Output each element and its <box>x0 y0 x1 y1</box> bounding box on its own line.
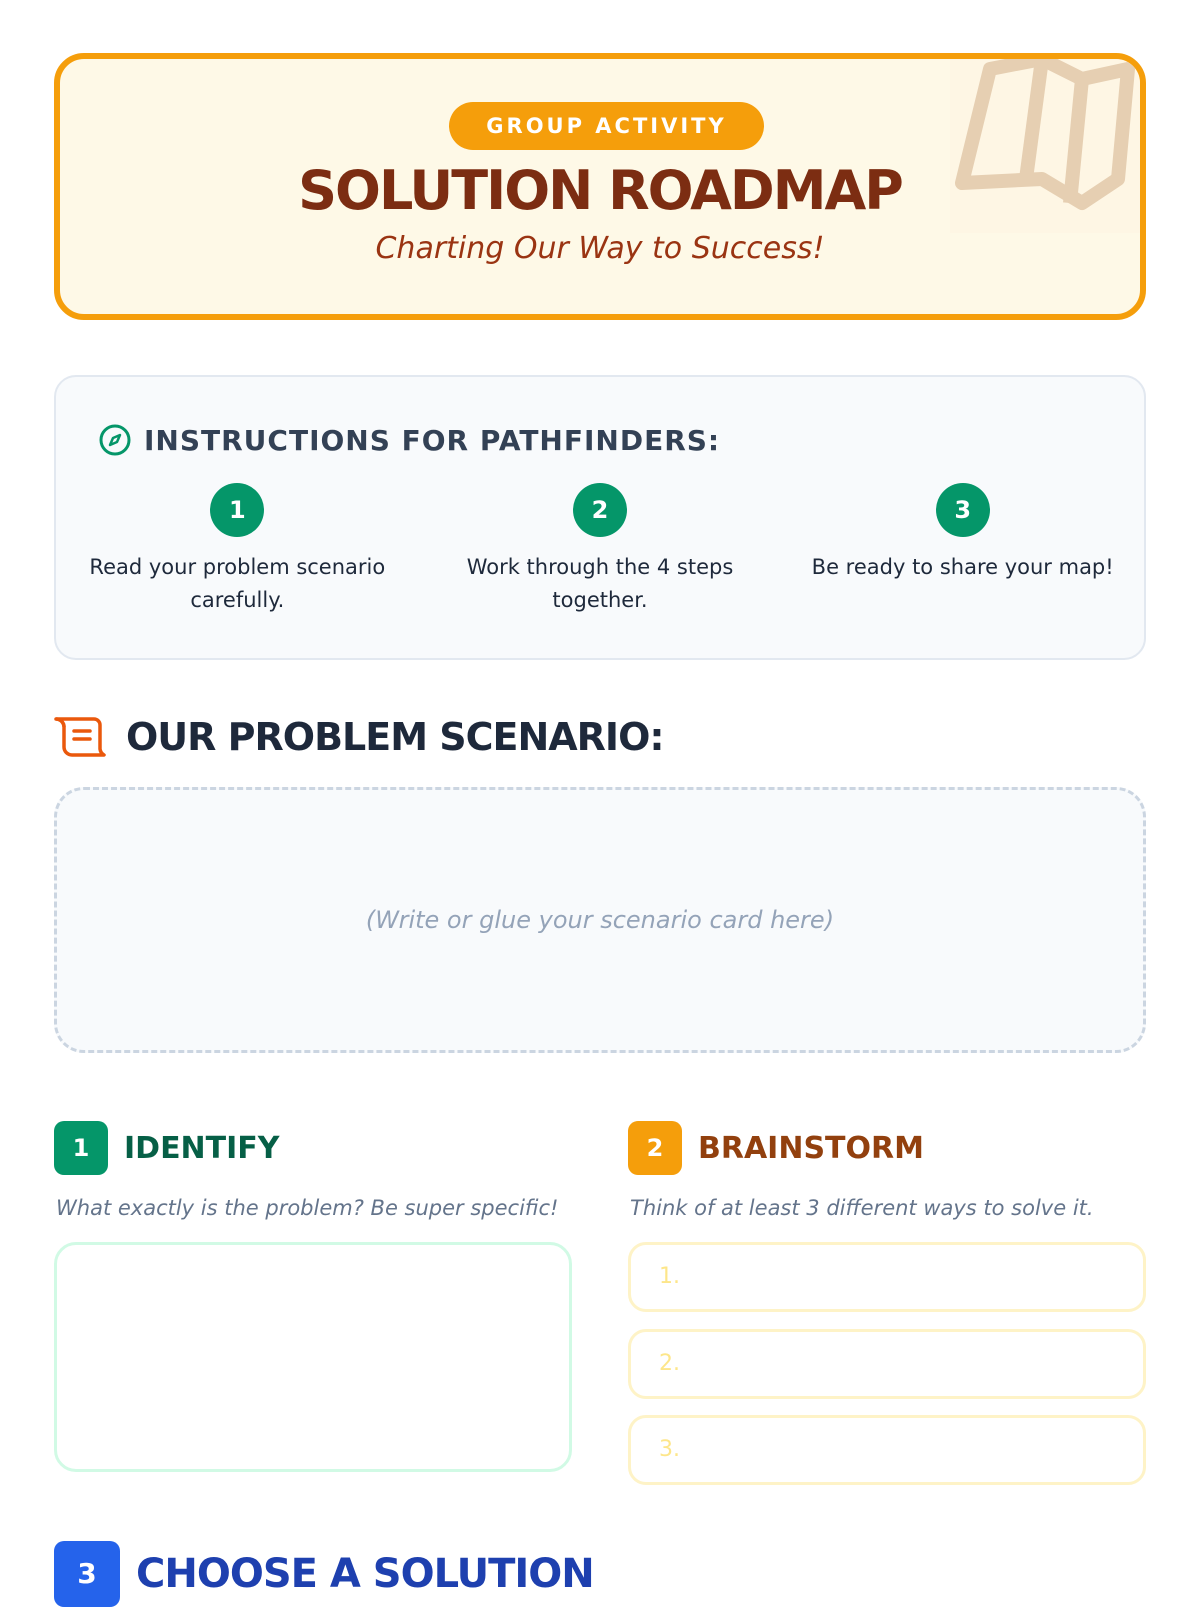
scenario-placeholder: (Write or glue your scenario card here) <box>365 906 835 934</box>
page-title: SOLUTION ROADMAP <box>298 159 902 222</box>
step-number-badge: 3 <box>936 483 990 537</box>
step-text: Be ready to share your map! <box>811 555 1114 579</box>
identify-answer-box[interactable] <box>54 1242 572 1472</box>
brainstorm-title: BRAINSTORM <box>698 1130 924 1166</box>
scenario-heading <box>54 713 664 761</box>
choose-heading <box>54 1541 594 1607</box>
choose-title: CHOOSE A SOLUTION <box>136 1551 594 1597</box>
identify-title: IDENTIFY <box>124 1130 280 1166</box>
instruction-step <box>781 483 1144 617</box>
scenario-box[interactable] <box>54 787 1146 1053</box>
scenario-title: OUR PROBLEM SCENARIO: <box>126 715 664 759</box>
step-number-badge: 2 <box>573 483 627 537</box>
instructions-heading <box>98 423 720 457</box>
brainstorm-number: 2 <box>628 1121 682 1175</box>
identify-heading <box>54 1121 280 1175</box>
header-card <box>54 53 1146 320</box>
group-activity-badge: GROUP ACTIVITY <box>449 102 764 150</box>
brainstorm-line[interactable]: 2. <box>628 1329 1146 1399</box>
instruction-steps <box>56 483 1144 617</box>
brainstorm-heading <box>628 1121 924 1175</box>
step-text: Work through the 4 steps together. <box>466 555 734 612</box>
scroll-icon <box>54 713 106 761</box>
brainstorm-line[interactable]: 1. <box>628 1242 1146 1312</box>
identify-hint: What exactly is the problem? Be super specific! <box>56 1196 559 1220</box>
brainstorm-hint: Think of at least 3 different ways to solve it. <box>630 1196 1094 1220</box>
page-subtitle: Charting Our Way to Success! <box>375 231 825 266</box>
instructions-card <box>54 375 1146 660</box>
identify-number: 1 <box>54 1121 108 1175</box>
brainstorm-line[interactable]: 3. <box>628 1415 1146 1485</box>
step-text: Read your problem scenario carefully. <box>89 555 386 612</box>
step-number-badge: 1 <box>210 483 264 537</box>
choose-number: 3 <box>54 1541 120 1607</box>
instructions-title: INSTRUCTIONS FOR PATHFINDERS: <box>144 423 721 457</box>
instruction-step <box>419 483 782 617</box>
instruction-step <box>56 483 419 617</box>
compass-icon <box>98 423 132 457</box>
